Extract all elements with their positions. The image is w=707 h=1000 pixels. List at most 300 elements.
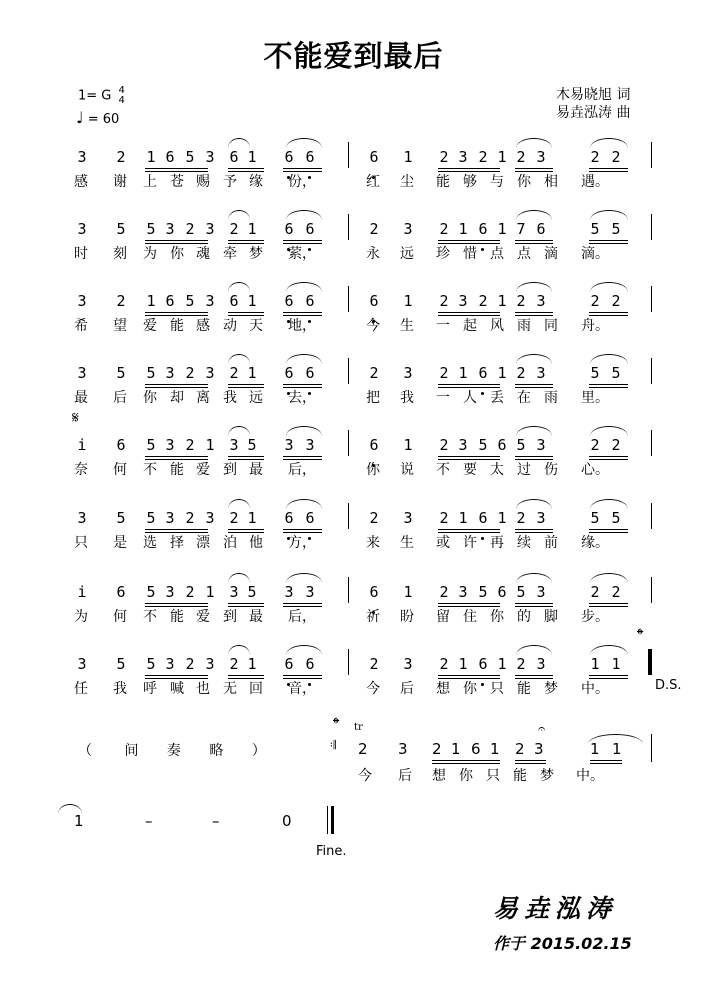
- lyric-syllable: 雨: [517, 318, 531, 334]
- note: 7: [516, 220, 526, 238]
- lyric-syllable: 生: [400, 535, 414, 551]
- beam-line: [515, 760, 546, 761]
- lyric-syllable: 后，: [288, 462, 316, 478]
- lyric-syllable: 梦: [540, 768, 554, 784]
- segno-icon: 𝄋: [72, 408, 79, 427]
- lyric-syllable: 后: [398, 768, 412, 784]
- barline: [348, 430, 349, 456]
- note: 5: [116, 509, 126, 527]
- beam-line: [283, 168, 322, 169]
- note: 2: [478, 148, 488, 166]
- beam-line: [438, 456, 500, 457]
- note: 3: [305, 583, 315, 601]
- lyric-syllable: 能: [513, 768, 527, 784]
- tie-mark: [590, 138, 628, 148]
- tie-mark: [228, 426, 250, 436]
- lyric-syllable: 喊: [170, 681, 184, 697]
- note: 2: [478, 292, 488, 310]
- final-bar-thick: [331, 806, 334, 834]
- note: 6: [229, 148, 239, 166]
- lyric-syllable: 梦: [544, 681, 558, 697]
- lyric-syllable: 住: [463, 609, 477, 625]
- tie-mark: [516, 499, 552, 509]
- barline: [651, 214, 652, 240]
- lyric-syllable: 永: [366, 246, 380, 262]
- lyric-syllable: 何: [113, 462, 127, 478]
- thick-barline: [648, 649, 651, 675]
- note: 1: [497, 148, 507, 166]
- lyric-syllable: 刻: [113, 246, 127, 262]
- lyric-syllable: 不: [436, 462, 450, 478]
- tie-mark: [228, 282, 250, 292]
- note: 3: [534, 740, 544, 758]
- beam-line: [145, 312, 208, 313]
- beam-line: [228, 675, 264, 676]
- beam-line: [515, 384, 553, 385]
- lyric-syllable: 却: [170, 390, 184, 406]
- lyric-syllable: 中。: [581, 681, 609, 697]
- beam-line: [228, 529, 264, 530]
- lyric-syllable: 泊: [223, 535, 237, 551]
- tie-mark: [228, 573, 250, 583]
- staff-row: [0, 284, 707, 356]
- lyric-syllable: 不: [143, 462, 157, 478]
- note: 3: [165, 364, 175, 382]
- note: 3: [536, 436, 546, 454]
- barline: [651, 577, 652, 603]
- lyric-syllable: 缘。: [581, 535, 609, 551]
- note: 6: [305, 655, 315, 673]
- note: 1: [497, 220, 507, 238]
- staff-row: [0, 501, 707, 573]
- beam-line: [438, 675, 500, 676]
- lyric-syllable: 谢: [113, 174, 127, 190]
- note: 1: [611, 655, 621, 673]
- lyric-syllable: 选: [143, 535, 157, 551]
- note: 5: [611, 509, 621, 527]
- note: 3: [205, 364, 215, 382]
- note: 5: [146, 364, 156, 382]
- note: 3: [458, 583, 468, 601]
- lyric-syllable: 的: [517, 609, 531, 625]
- beam-line: [589, 168, 628, 169]
- note: 6: [369, 436, 379, 454]
- note: 3: [229, 583, 239, 601]
- lyric-syllable: 点: [517, 246, 531, 262]
- note: –: [145, 812, 153, 830]
- lyric-syllable: 能: [170, 609, 184, 625]
- lyric-syllable: 时: [74, 246, 88, 262]
- lyric-syllable: 心。: [581, 462, 609, 478]
- lyric-syllable: 只: [486, 768, 500, 784]
- interlude: [78, 740, 266, 760]
- note: 5: [590, 364, 600, 382]
- beam-line: [589, 675, 628, 676]
- barline: [348, 214, 349, 240]
- lyric-syllable: 望: [113, 318, 127, 334]
- beam-line: [283, 312, 322, 313]
- note: 2: [229, 655, 239, 673]
- note: 3: [403, 655, 413, 673]
- note: 3: [205, 655, 215, 673]
- note: 2: [439, 148, 449, 166]
- note: 2: [611, 583, 621, 601]
- beam-line: [438, 168, 500, 169]
- note: 2: [439, 220, 449, 238]
- beam-line: [283, 384, 322, 385]
- staff-row: [0, 625, 707, 719]
- fermata-icon: 𝄐: [538, 722, 546, 737]
- note: 3: [458, 436, 468, 454]
- note: 6: [229, 292, 239, 310]
- note: 1: [146, 148, 156, 166]
- lyric-syllable: 再: [490, 535, 504, 551]
- note: 5: [116, 655, 126, 673]
- note: 1: [497, 292, 507, 310]
- note: 1: [490, 740, 500, 758]
- note: 5: [478, 583, 488, 601]
- note: 1: [458, 655, 468, 673]
- note: 2: [116, 292, 126, 310]
- note: 3: [458, 148, 468, 166]
- lyric-syllable: 把: [366, 390, 380, 406]
- note: 2: [185, 509, 195, 527]
- tie-mark: [286, 282, 322, 292]
- note: 2: [439, 436, 449, 454]
- beam-line: [438, 529, 500, 530]
- lyric-syllable: 漂: [196, 535, 210, 551]
- note: 6: [305, 509, 315, 527]
- lyricist-credit: 木易晓旭 词: [556, 87, 631, 103]
- lyric-syllable: 缘: [249, 174, 263, 190]
- beam-line: [515, 456, 553, 457]
- note: 2: [369, 655, 379, 673]
- note: 3: [165, 436, 175, 454]
- beam-line: [590, 760, 622, 761]
- barline: [651, 734, 652, 762]
- beam-line: [145, 529, 208, 530]
- lyric-syllable: 任: [74, 681, 88, 697]
- lyric-syllable: 音，: [288, 681, 316, 697]
- lyric-syllable: 爱: [196, 609, 210, 625]
- note: 3: [77, 364, 87, 382]
- lyric-syllable: 滴: [544, 246, 558, 262]
- lyric-syllable: 前: [544, 535, 558, 551]
- lyric-syllable: 脚: [544, 609, 558, 625]
- note: 1: [247, 148, 257, 166]
- barline: [348, 358, 349, 384]
- note: 1: [247, 655, 257, 673]
- note: 3: [458, 292, 468, 310]
- note: 2: [185, 220, 195, 238]
- beam-line: [432, 763, 500, 764]
- note: 3: [205, 292, 215, 310]
- note: 1: [458, 220, 468, 238]
- lyric-syllable: 感: [74, 174, 88, 190]
- note: 3: [536, 148, 546, 166]
- lyric-syllable: 无: [223, 681, 237, 697]
- note: 2: [185, 364, 195, 382]
- note: 3: [536, 509, 546, 527]
- key-label: 1= G: [78, 88, 112, 104]
- note: 3: [77, 292, 87, 310]
- note: 5: [146, 655, 156, 673]
- note: 1: [403, 292, 413, 310]
- beam-line: [515, 240, 553, 241]
- note: i: [77, 583, 87, 601]
- tie-mark: [286, 354, 322, 364]
- lyric-syllable: 太: [490, 462, 504, 478]
- note: 6: [497, 436, 507, 454]
- tie-mark: [228, 138, 250, 148]
- note: 3: [77, 509, 87, 527]
- beam-line: [515, 312, 553, 313]
- note: 1: [247, 364, 257, 382]
- lyric-syllable: 尘: [400, 174, 414, 190]
- staff-row: [0, 140, 707, 212]
- final-bar-thin: [327, 806, 328, 834]
- time-top: 4: [118, 85, 125, 96]
- paren-close: ）: [251, 743, 266, 759]
- note: 1: [403, 436, 413, 454]
- note: 2: [516, 364, 526, 382]
- lyric-syllable: 惜: [463, 246, 477, 262]
- tie-mark: [516, 354, 552, 364]
- lyric-syllable: 珍: [436, 246, 450, 262]
- tie-mark: [286, 138, 322, 148]
- beam-line: [590, 763, 622, 764]
- lyric-syllable: 伤: [544, 462, 558, 478]
- interlude-word: 间: [124, 743, 139, 759]
- note: 1: [497, 655, 507, 673]
- note: 6: [369, 292, 379, 310]
- note: 1: [205, 583, 215, 601]
- note: –: [212, 812, 220, 830]
- beam-line: [228, 312, 264, 313]
- note: 0: [282, 812, 292, 830]
- note: 3: [284, 583, 294, 601]
- final-row: [0, 812, 707, 862]
- note: 2: [432, 740, 442, 758]
- tie-mark: [516, 138, 552, 148]
- note: 2: [590, 436, 600, 454]
- lyric-syllable: 滴。: [581, 246, 609, 262]
- note: 1: [247, 220, 257, 238]
- tie-mark: [286, 573, 322, 583]
- barline: [348, 503, 349, 529]
- note: 6: [497, 583, 507, 601]
- lyric-syllable: 雨: [544, 390, 558, 406]
- note: 6: [536, 220, 546, 238]
- lyric-syllable: 后: [400, 681, 414, 697]
- beam-line: [228, 240, 264, 241]
- lyric-syllable: 也: [196, 681, 210, 697]
- note: 2: [229, 220, 239, 238]
- composer-credit: 易垚泓涛 曲: [556, 105, 631, 121]
- tie-mark: [228, 354, 250, 364]
- note: 6: [369, 148, 379, 166]
- lyric-syllable: 后，: [288, 609, 316, 625]
- tie-mark: [286, 499, 322, 509]
- tempo-marking: [76, 108, 119, 127]
- lyric-syllable: 到: [223, 609, 237, 625]
- lyric-syllable: 丢: [490, 390, 504, 406]
- beam-line: [589, 240, 628, 241]
- tie-mark: [516, 645, 552, 655]
- lyric-syllable: 过: [517, 462, 531, 478]
- note: 6: [284, 364, 294, 382]
- staff-row: [0, 356, 707, 428]
- lyric-syllable: 奈: [74, 462, 88, 478]
- beam-line: [432, 760, 500, 761]
- tie-mark: [516, 210, 552, 220]
- lyric-syllable: 动: [223, 318, 237, 334]
- lyric-syllable: 今: [366, 318, 380, 334]
- note: 2: [369, 509, 379, 527]
- note: 6: [284, 292, 294, 310]
- note: 2: [611, 292, 621, 310]
- repeat-sign: 𝄇: [330, 738, 336, 752]
- note: 1: [458, 364, 468, 382]
- lyric-syllable: 一: [436, 390, 450, 406]
- octave-dot: [481, 392, 484, 395]
- note: 2: [358, 740, 368, 758]
- barline: [348, 577, 349, 603]
- note: 3: [229, 436, 239, 454]
- note: 6: [284, 220, 294, 238]
- note: 2: [229, 364, 239, 382]
- octave-dot: [481, 537, 484, 540]
- note: 2: [611, 148, 621, 166]
- tie-mark: [590, 426, 628, 436]
- lyric-syllable: 赐: [196, 174, 210, 190]
- lyric-syllable: 同: [544, 318, 558, 334]
- lyric-syllable: 不: [143, 609, 157, 625]
- fine-label: Fine.: [316, 844, 347, 859]
- lyric-syllable: 回: [249, 681, 263, 697]
- beam-line: [589, 603, 628, 604]
- note: 6: [305, 364, 315, 382]
- lyric-syllable: 你: [463, 681, 477, 697]
- note: 1: [458, 509, 468, 527]
- interlude-word: 奏: [166, 743, 181, 759]
- tie-mark: [590, 282, 628, 292]
- note: 5: [116, 364, 126, 382]
- note: 3: [77, 220, 87, 238]
- note: 6: [478, 509, 488, 527]
- date-label: 作于 2015.02.15: [493, 934, 632, 953]
- note: i: [77, 436, 87, 454]
- note: 2: [590, 583, 600, 601]
- barline: [651, 649, 652, 675]
- lyric-syllable: 起: [463, 318, 477, 334]
- staff-row: [0, 408, 707, 500]
- beam-line: [283, 675, 322, 676]
- note: 5: [185, 148, 195, 166]
- note: 5: [516, 583, 526, 601]
- lyric-syllable: 天: [249, 318, 263, 334]
- lyric-syllable: 去，: [288, 390, 316, 406]
- note: 1: [247, 509, 257, 527]
- ds-label: D.S.: [655, 678, 682, 693]
- barline: [651, 430, 652, 456]
- lyric-syllable: 地，: [288, 318, 316, 334]
- beam-line: [283, 529, 322, 530]
- note: 1: [451, 740, 461, 758]
- tie-mark: [590, 573, 628, 583]
- note: 5: [611, 220, 621, 238]
- note: 2: [229, 509, 239, 527]
- lyric-syllable: 能: [170, 462, 184, 478]
- note: 1: [590, 655, 600, 673]
- lyric-syllable: 能: [517, 681, 531, 697]
- note: 6: [478, 220, 488, 238]
- tie-mark: [286, 210, 322, 220]
- barline: [651, 503, 652, 529]
- lyric-syllable: 为: [74, 609, 88, 625]
- note: 1: [403, 583, 413, 601]
- lyric-syllable: 留: [436, 609, 450, 625]
- beam-line: [589, 384, 628, 385]
- lyric-syllable: 续: [517, 535, 531, 551]
- note: 5: [247, 436, 257, 454]
- lyric-syllable: 风: [490, 318, 504, 334]
- note: 6: [165, 148, 175, 166]
- lyric-syllable: 最: [249, 609, 263, 625]
- lyric-syllable: 相: [544, 174, 558, 190]
- lyric-syllable: 与: [490, 174, 504, 190]
- tie-mark: [286, 645, 322, 655]
- tie-mark: [590, 354, 628, 364]
- note: 3: [77, 655, 87, 673]
- lyric-syllable: 是: [113, 535, 127, 551]
- lyric-syllable: 梦: [249, 246, 263, 262]
- note: 5: [478, 436, 488, 454]
- barline: [348, 286, 349, 312]
- note: 6: [305, 292, 315, 310]
- beam-line: [589, 529, 628, 530]
- note: 5: [116, 220, 126, 238]
- lyric-syllable: 今: [366, 681, 380, 697]
- note: 1: [247, 292, 257, 310]
- lyric-syllable: 远: [400, 246, 414, 262]
- lyric-syllable: 能: [170, 318, 184, 334]
- barline: [348, 649, 349, 675]
- note: 2: [611, 436, 621, 454]
- key-signature: [78, 86, 125, 106]
- note: 2: [439, 583, 449, 601]
- note: 6: [165, 292, 175, 310]
- tie-mark: [590, 499, 628, 509]
- paren-open: （: [78, 743, 92, 759]
- note: 6: [284, 655, 294, 673]
- lyric-syllable: 他: [249, 535, 263, 551]
- coda-icon: 𝄌: [333, 714, 340, 735]
- beam-line: [145, 456, 208, 457]
- note: 6: [116, 436, 126, 454]
- lyric-syllable: 舟。: [581, 318, 609, 334]
- interlude-word: 略: [209, 743, 224, 759]
- lyric-syllable: 我: [400, 390, 414, 406]
- note: 2: [185, 655, 195, 673]
- beam-line: [228, 603, 264, 604]
- lyric-syllable: 爱: [196, 462, 210, 478]
- lyric-syllable: 想: [432, 768, 446, 784]
- lyric-syllable: 最: [74, 390, 88, 406]
- lyric-syllable: 只: [74, 535, 88, 551]
- lyric-syllable: 能: [436, 174, 450, 190]
- lyric-syllable: 或: [436, 535, 450, 551]
